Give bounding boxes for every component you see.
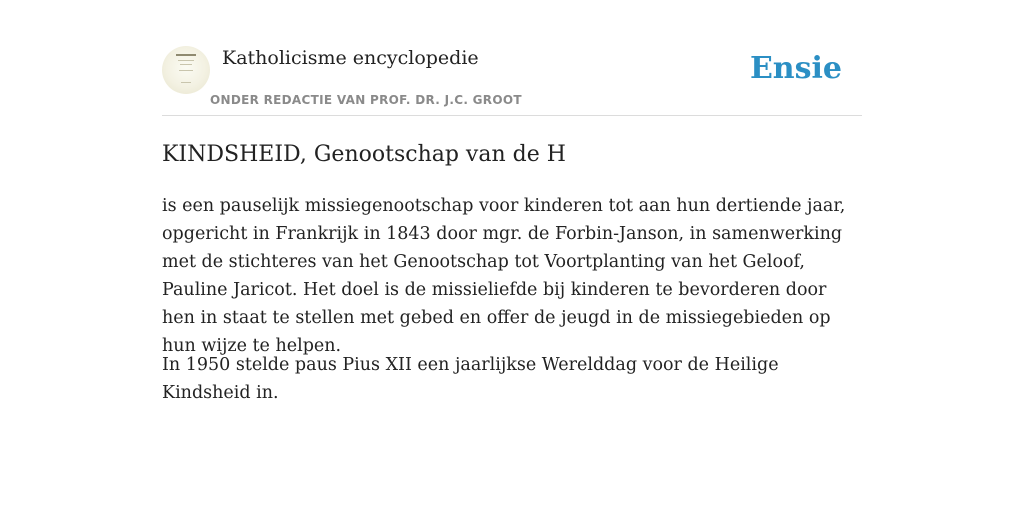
header — [162, 0, 862, 116]
page — [162, 0, 862, 512]
cover-text-line — [178, 60, 194, 61]
cover-title-line — [176, 54, 196, 56]
article-title: KINDSHEID, Genootschap van de H — [162, 142, 566, 167]
cover-text-line — [180, 64, 192, 65]
cover-text-line — [179, 70, 193, 71]
article-paragraph: In 1950 stelde paus Pius XII een jaarlijkse Werelddag voor de Heilige Kindsheid in. — [162, 355, 779, 403]
ensie-logo[interactable]: Ensie — [749, 51, 842, 86]
editor-subtitle: ONDER REDACTIE VAN PROF. DR. J.C. GROOT — [210, 93, 522, 107]
encyclopedia-title-link[interactable]: Katholicisme encyclopedie — [222, 47, 479, 69]
article-paragraph: is een pauselijk missiegenootschap voor kinderen tot aan hun dertiende jaar, opgericht in Frankrijk in 1843 door mgr. de Forbin-Janson, in samenwerking met de stichteres van het Genootschap tot Voortplanting van het Geloof, Pauline Jaricot. Het doel is de missieliefde bij kinderen te bevorderen door hen in staat te stellen met gebed en offer de jeugd in de missiegebieden op hun wijze te helpen. — [162, 196, 846, 356]
cover-text-line — [181, 82, 191, 83]
book-cover-thumbnail[interactable] — [162, 46, 210, 94]
